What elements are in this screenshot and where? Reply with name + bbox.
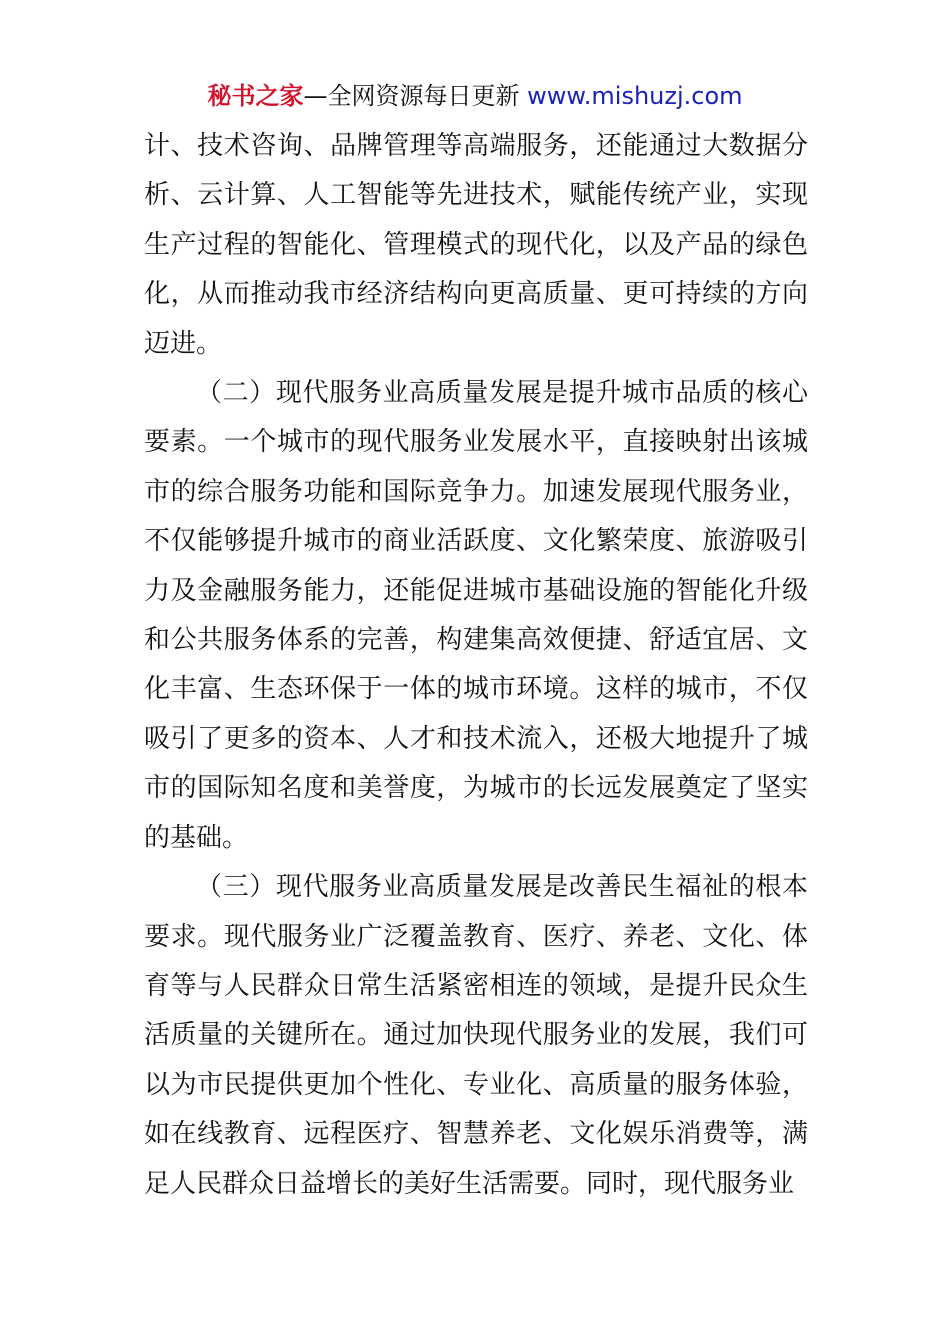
header-tagline: —全网资源每日更新 xyxy=(303,82,520,110)
paragraph-section-2: （二）现代服务业高质量发展是提升城市品质的核心要素。一个城市的现代服务业发展水平，直接映射出该城市的综合服务功能和国际竞争力。加速发展现代服务业，不仅能够提升城市的商业活跃度、文化繁荣度、旅游吸引力及金融服务能力，还能促进城市基础设施的智能化升级和公共服务体系的完善，构建集高效便捷、舒适宜居、文化丰富、生态环保于一体的城市环境。这样的城市，不仅吸引了更多的资本、人才和技术流入，还极大地提升了城市的国际知名度和美誉度，为城市的长远发展奠定了坚实的基础。 xyxy=(144,378,808,853)
brand-name: 秘书之家 xyxy=(207,82,304,110)
paragraph-continued: 计、技术咨询、品牌管理等高端服务，还能通过大数据分析、云计算、人工智能等先进技术，赋能传统产业，实现生产过程的智能化、管理模式的现代化，以及产品的绿色化，从而推动我市经济结构向更高质量、更可持续的方向迈进。 xyxy=(144,131,808,359)
document-body xyxy=(144,122,808,1209)
paragraph-section-3: （三）现代服务业高质量发展是改善民生福祉的根本要求。现代服务业广泛覆盖教育、医疗、养老、文化、体育等与人民群众日常生活紧密相连的领域，是提升民众生活质量的关键所在。通过加快现代服务业的发展，我们可以为市民提供更加个性化、专业化、高质量的服务体验，如在线教育、远程医疗、智慧养老、文化娱乐消费等，满足人民群众日益增长的美好生活需要。同时，现代服务业 xyxy=(144,872,808,1199)
site-url-link[interactable]: www.mishuzj.com xyxy=(527,82,743,110)
site-header xyxy=(0,80,950,112)
